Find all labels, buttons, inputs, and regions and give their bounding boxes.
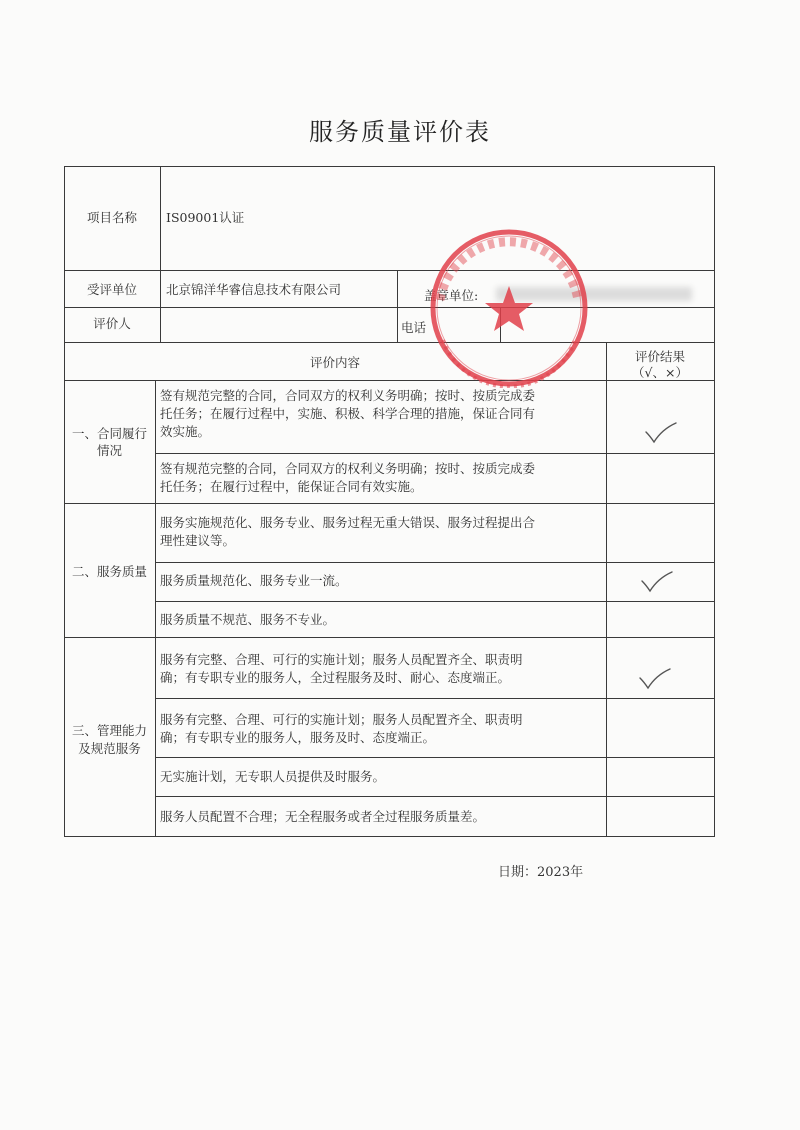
checkmark-icon	[638, 668, 672, 690]
section-1-label-cont: 情况	[96, 443, 122, 458]
section-column-divider	[155, 380, 156, 836]
evaluated-unit-value: 北京锦洋华睿信息技术有限公司	[166, 282, 342, 297]
table-border-top	[64, 166, 715, 167]
row-divider	[155, 796, 715, 797]
row-divider	[155, 453, 715, 454]
section-2-label: 二、服务质量	[71, 564, 147, 579]
criterion-1-1-line3: 效实施。	[160, 424, 211, 439]
criterion-2-3-line1: 服务质量不规范、服务不专业。	[160, 612, 336, 627]
criterion-2-1-line1: 服务实施规范化、服务专业、服务过程无重大错误、服务过程提出合	[160, 515, 536, 530]
row-divider	[155, 562, 715, 563]
project-name-label: 项目名称	[86, 210, 137, 225]
section-divider	[64, 503, 715, 504]
result-header-line2: （√、×）	[632, 365, 688, 380]
criterion-1-1-line2: 托任务；在履行过程中，实施、积极、科学合理的措施，保证合同有	[160, 406, 536, 421]
evaluator-label: 评价人	[93, 316, 131, 331]
section-1-label: 一、合同履行	[71, 426, 147, 441]
date-label: 日期：2023年	[498, 865, 584, 880]
evaluated-unit-label: 受评单位	[86, 282, 137, 297]
criterion-2-2-line1: 服务质量规范化、服务专业一流。	[160, 573, 348, 588]
row-divider	[155, 601, 715, 602]
row-divider	[155, 757, 715, 758]
criterion-2-1-line2: 理性建议等。	[160, 533, 236, 548]
row-divider	[155, 698, 715, 699]
label-column-divider	[160, 166, 161, 342]
checkmark-icon	[644, 422, 678, 444]
company-seal-stamp	[418, 228, 600, 388]
project-name-value: IS09001认证	[166, 210, 245, 225]
table-border-right	[714, 166, 715, 837]
criterion-3-1-line2: 确；有专职专业的服务人，全过程服务及时、耐心、态度端正。	[160, 670, 511, 685]
criterion-3-2-line1: 服务有完整、合理、可行的实施计划；服务人员配置齐全、职责明	[160, 712, 523, 727]
criterion-1-2-line2: 托任务；在履行过程中，能保证合同有效实施。	[160, 479, 423, 494]
criterion-1-1-line1: 签有规范完整的合同，合同双方的权利义务明确；按时、按质完成委	[160, 388, 536, 403]
stamp-unit-divider	[397, 270, 398, 342]
criterion-3-4-line1: 服务人员配置不合理；无全程服务或者全过程服务质量差。	[160, 809, 486, 824]
result-header-line1: 评价结果	[634, 349, 685, 364]
stamp-unit-label: 盖章单位:	[424, 288, 479, 303]
page-title: 服务质量评价表	[309, 118, 491, 146]
section-divider	[64, 637, 715, 638]
criterion-1-2-line1: 签有规范完整的合同，合同双方的权利义务明确；按时、按质完成委	[160, 461, 536, 476]
content-header: 评价内容	[309, 355, 360, 370]
section-3-label: 三、管理能力	[71, 723, 147, 738]
phone-label: 电话	[401, 320, 427, 335]
criterion-3-1-line1: 服务有完整、合理、可行的实施计划；服务人员配置齐全、职责明	[160, 652, 523, 667]
row-divider	[64, 270, 715, 271]
row-divider	[64, 307, 715, 308]
criterion-3-3-line1: 无实施计划，无专职人员提供及时服务。	[160, 769, 386, 784]
criterion-3-2-line2: 确；有专职专业的服务人，服务及时、态度端正。	[160, 730, 436, 745]
table-border-bottom	[64, 836, 715, 837]
checkmark-icon	[640, 571, 674, 593]
row-divider	[64, 342, 715, 343]
section-3-label-cont: 及规范服务	[78, 741, 141, 756]
result-column-divider	[606, 342, 607, 836]
